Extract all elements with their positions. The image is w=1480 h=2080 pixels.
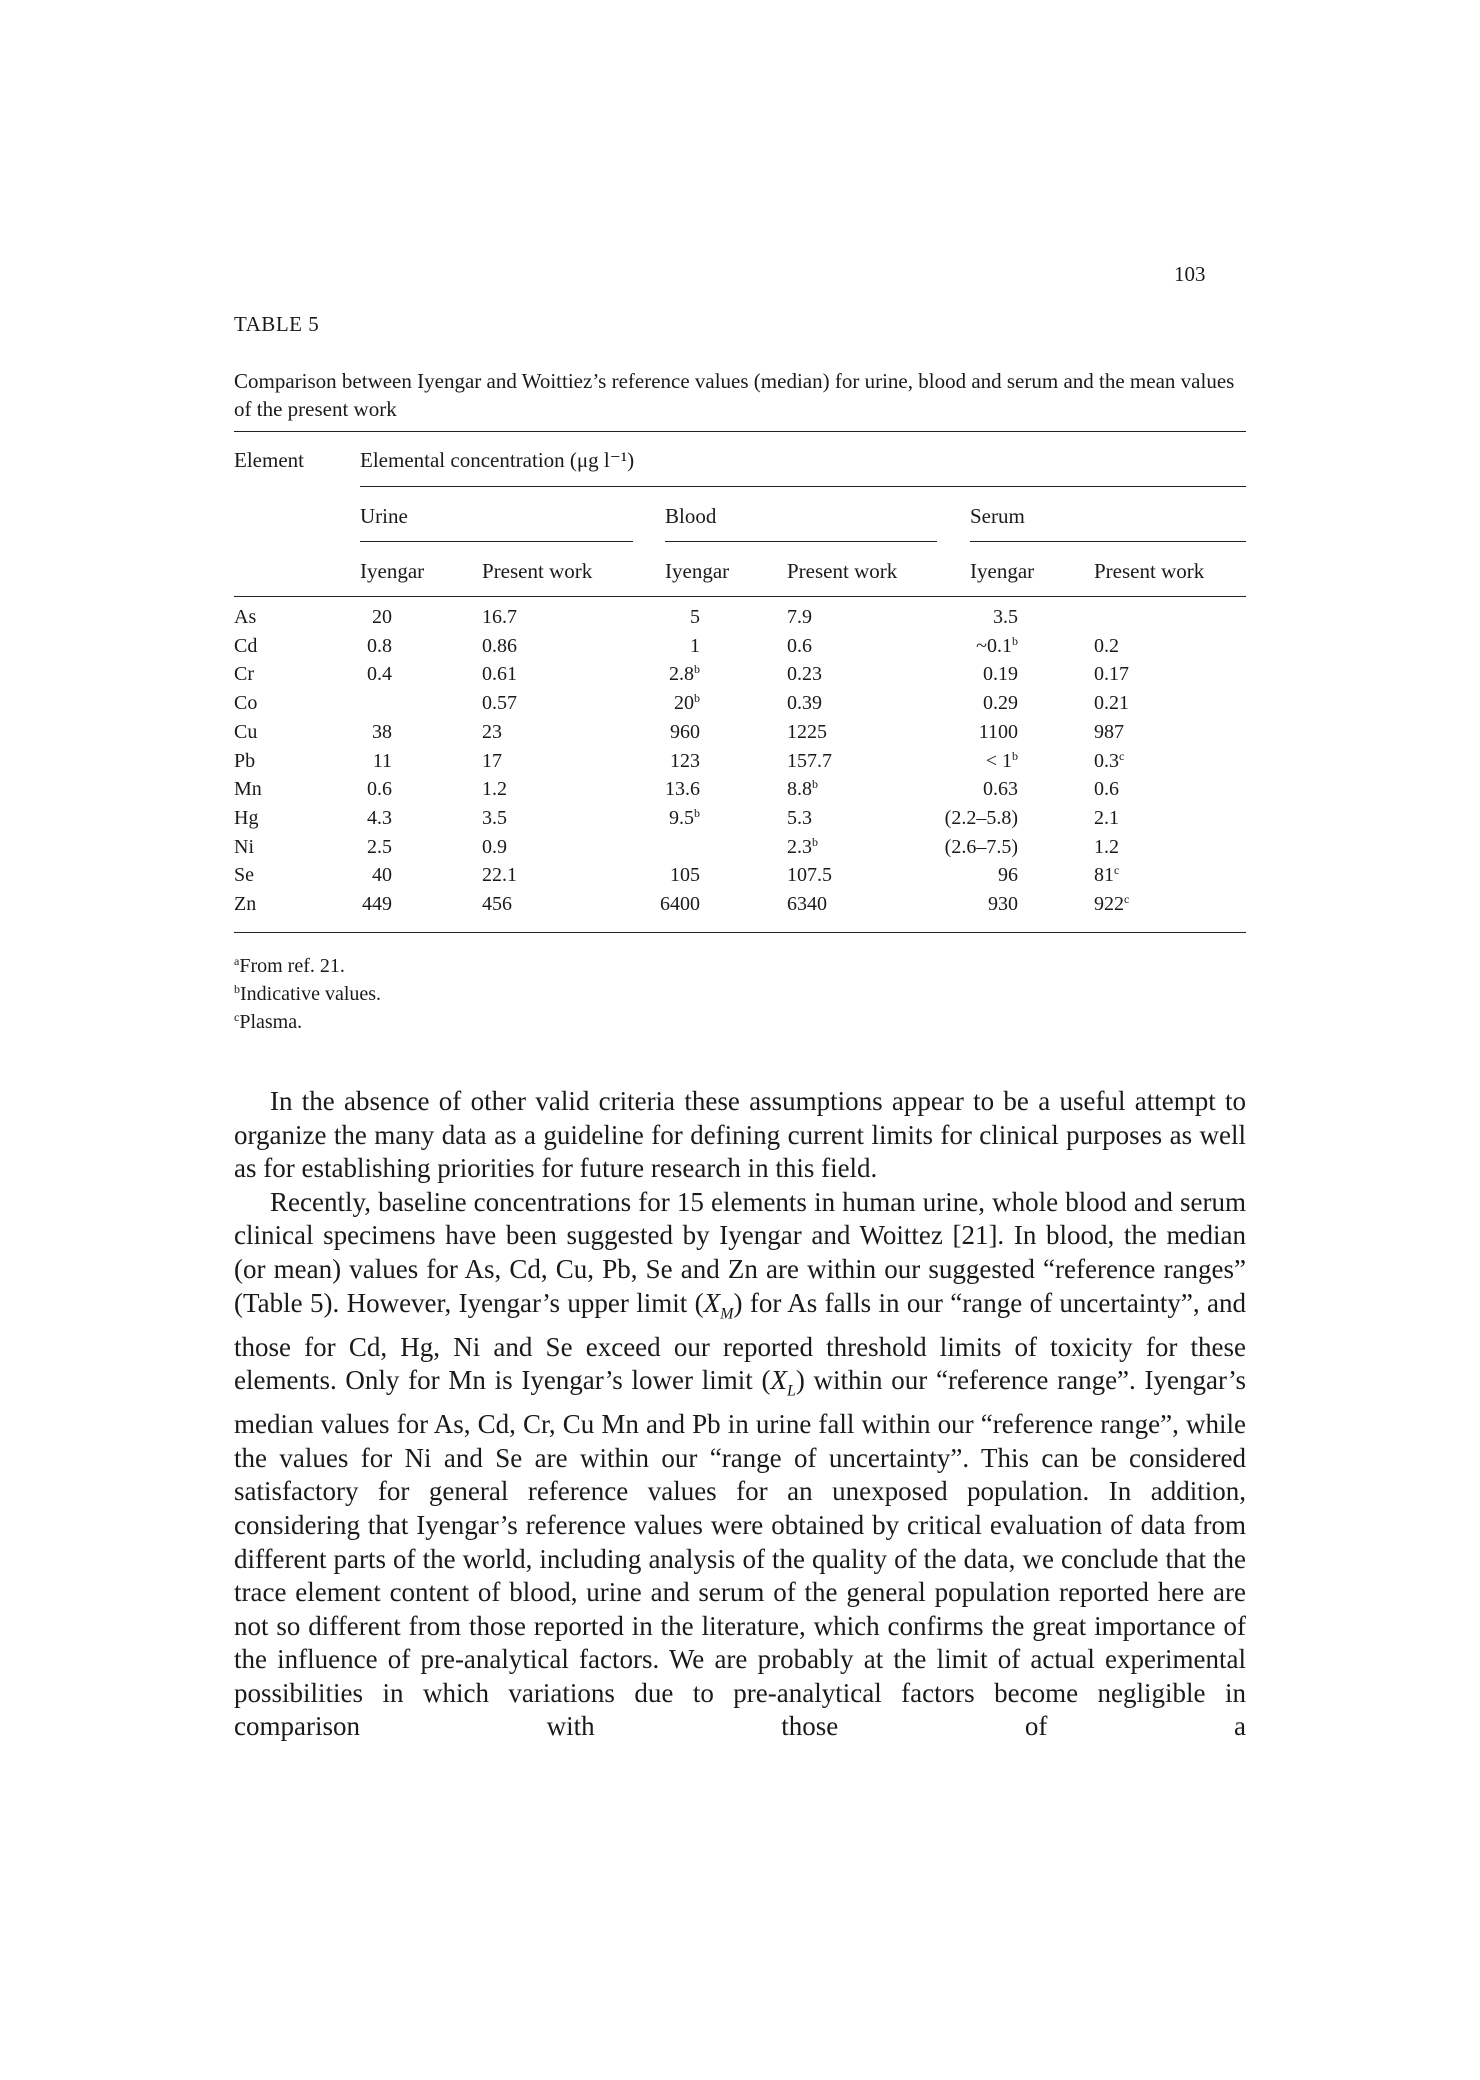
- table-cell: 105: [670, 864, 700, 887]
- row-element: Zn: [234, 893, 257, 915]
- table-cell: 7.9: [787, 606, 812, 628]
- table-cell: 449: [362, 893, 392, 915]
- row-element: Cu: [234, 720, 258, 743]
- row-element: Ni: [234, 835, 254, 858]
- table-cell: 2.1: [1094, 806, 1119, 829]
- table-cell: 1100: [978, 720, 1018, 743]
- header-sub-serum-present: Present work: [1094, 559, 1205, 583]
- table-cell: 22.1: [482, 864, 517, 887]
- table-cell: 3.5: [482, 806, 507, 829]
- row-element: Mn: [234, 778, 262, 801]
- header-group-urine: Urine: [360, 504, 408, 528]
- table-cell: 960: [670, 720, 700, 743]
- table-cell: 5.3: [787, 806, 812, 829]
- table-bottom-rule: [234, 932, 1246, 933]
- header-sub-serum-iyengar: Iyengar: [970, 559, 1035, 583]
- table-cell: 0.17: [1094, 663, 1129, 686]
- header-sub-urine-present: Present work: [482, 559, 593, 583]
- table-cell: 0.2: [1094, 634, 1119, 657]
- table-caption: Comparison between Iyengar and Woittiez’s reference values (median) for urine, blood and serum and the mean values of the present work: [234, 369, 1235, 421]
- urine-rule: [360, 541, 633, 542]
- table-cell: 6340: [787, 893, 827, 915]
- table-cell: 40: [372, 864, 392, 887]
- concentration-rule: [360, 486, 1246, 487]
- table-cell: 0.29: [983, 692, 1018, 715]
- table-cell: 930: [988, 893, 1018, 915]
- table-cell: 8.8$^b$: [787, 777, 818, 801]
- table-cell: 16.7: [482, 606, 517, 628]
- table-cell: (2.2–5.8): [944, 806, 1018, 829]
- header-sub-blood-iyengar: Iyengar: [665, 559, 730, 583]
- table-cell: < $1^b$: [985, 748, 1018, 772]
- table-cell: (2.6–7.5): [944, 835, 1018, 858]
- row-element: Hg: [234, 806, 259, 829]
- row-element: Cd: [234, 634, 258, 657]
- table-cell: 0.19: [983, 663, 1018, 686]
- table-cell: 17: [482, 749, 502, 772]
- table-cell: 20: [372, 606, 392, 628]
- table-cell: 0.3$^c$: [1094, 748, 1125, 772]
- table-cell: 6400: [660, 893, 700, 915]
- footnote-a: $^a$From ref. 21.: [234, 954, 345, 977]
- header-bottom-rule: [234, 596, 1246, 597]
- table-cell: 2.3$^b$: [787, 834, 818, 858]
- table-cell: 0.4: [367, 663, 392, 686]
- table-cell: 157.7: [787, 749, 832, 772]
- row-element: As: [234, 606, 257, 628]
- header-sub-blood-present: Present work: [787, 559, 898, 583]
- paragraph-1: In the absence of other valid criteria these assumptions appear to be a useful attempt to organize the many data as a guideline for defining current limits for clinical purposes as well as for establishing priorities for future research in this field.: [234, 1086, 1246, 1184]
- body-text: [234, 1085, 1246, 1744]
- header-group-blood: Blood: [665, 504, 717, 528]
- table-cell: 2.8$^b$: [669, 662, 700, 686]
- table-cell: 38: [372, 720, 392, 743]
- row-element: Co: [234, 692, 258, 715]
- table-cell: 1: [690, 634, 700, 657]
- table-cell: 81$^c$: [1094, 863, 1120, 887]
- table-cell: 5: [690, 606, 700, 628]
- page-number: 103: [1174, 262, 1206, 286]
- table-cell: 107.5: [787, 864, 832, 887]
- table-cell: 1225: [787, 720, 827, 743]
- table-cell: 922$^c$: [1094, 892, 1130, 915]
- table-cell: 0.61: [482, 663, 517, 686]
- table-cell: 456: [482, 893, 512, 915]
- table-cell: 0.6: [1094, 778, 1119, 801]
- table-cell: 2.5: [367, 835, 392, 858]
- table-cell: 987: [1094, 720, 1124, 743]
- blood-rule: [665, 541, 937, 542]
- table-label: TABLE 5: [234, 312, 320, 336]
- table-cell: 0.8: [367, 634, 392, 657]
- table-cell: 20$^b$: [674, 691, 700, 715]
- table-cell: ~0.1$^b$: [976, 633, 1018, 657]
- table-cell: 11: [372, 749, 392, 772]
- table-cell: 123: [670, 749, 700, 772]
- footnote-b: $^b$Indicative values.: [234, 982, 382, 1005]
- table-cell: 9.5$^b$: [669, 805, 700, 829]
- table-cell: 0.21: [1094, 692, 1129, 715]
- table-cell: 0.57: [482, 692, 517, 715]
- table-cell: 0.23: [787, 663, 822, 686]
- table-cell: 1.2: [1094, 835, 1119, 858]
- paragraph-2: Recently, baseline concentrations for 15 elements in human urine, whole blood and serum clinical specimens have been suggested by Iyengar and Woittez [21]. In blood, the median (or mean) values for As, Cd, Cu, Pb, Se and Zn are within our suggested “reference ranges” (Table 5). However, Iyengar’s upper limit $(X_M)$ for As falls in our “range of uncertainty”, and those for Cd, Hg, Ni and Se exceed our reported threshold limits of toxicity for these elements. Only for Mn is Iyengar’s lower limit $(X_L)$ within our “reference range”. Iyengar’s median values for As, Cd, Cr, Cu Mn and Pb in urine fall within our “reference range”, while the values for Ni and Se are within our “range of uncertainty”. This can be considered satisfactory for general reference values for an unexposed population. In addition, considering that Iyengar’s reference values were obtained by critical evaluation of data from different parts of the world, including analysis of the quality of the data, we conclude that the trace element content of blood, urine and serum of the general population reported here are not so different from those reported in the literature, which confirms the great importance of the influence of pre-analytical factors. We are probably at the limit of actual experimental possibilities in which variations due to pre-analytical factors become negligible in comparison with those of a: [234, 1186, 1246, 1742]
- header-element: Element: [234, 448, 304, 472]
- table-top-rule: [234, 431, 1246, 432]
- table-footnotes: [234, 952, 381, 1036]
- table-cell: 96: [998, 864, 1018, 887]
- table-cell: 23: [482, 720, 502, 743]
- row-element: Se: [234, 864, 254, 887]
- table-cell: 1.2: [482, 778, 507, 801]
- table-cell: 0.6: [787, 634, 812, 657]
- serum-rule: [970, 541, 1246, 542]
- row-element: Pb: [234, 749, 256, 772]
- table-cell: 0.39: [787, 692, 822, 715]
- footnote-c: $^c$Plasma.: [234, 1010, 303, 1033]
- header-sub-urine-iyengar: Iyengar: [360, 559, 425, 583]
- header-group-serum: Serum: [970, 504, 1025, 528]
- table-cell: 13.6: [665, 778, 700, 801]
- table-cell: 0.6: [367, 778, 392, 801]
- table-cell: 0.9: [482, 835, 507, 858]
- table-cell: 3.5: [993, 606, 1018, 628]
- header-concentration: Elemental concentration (μg l⁻¹): [360, 448, 635, 472]
- table-cell: 0.86: [482, 634, 517, 657]
- table-cell: 4.3: [367, 806, 392, 829]
- table-cell: 0.63: [983, 778, 1018, 801]
- row-element: Cr: [234, 663, 254, 686]
